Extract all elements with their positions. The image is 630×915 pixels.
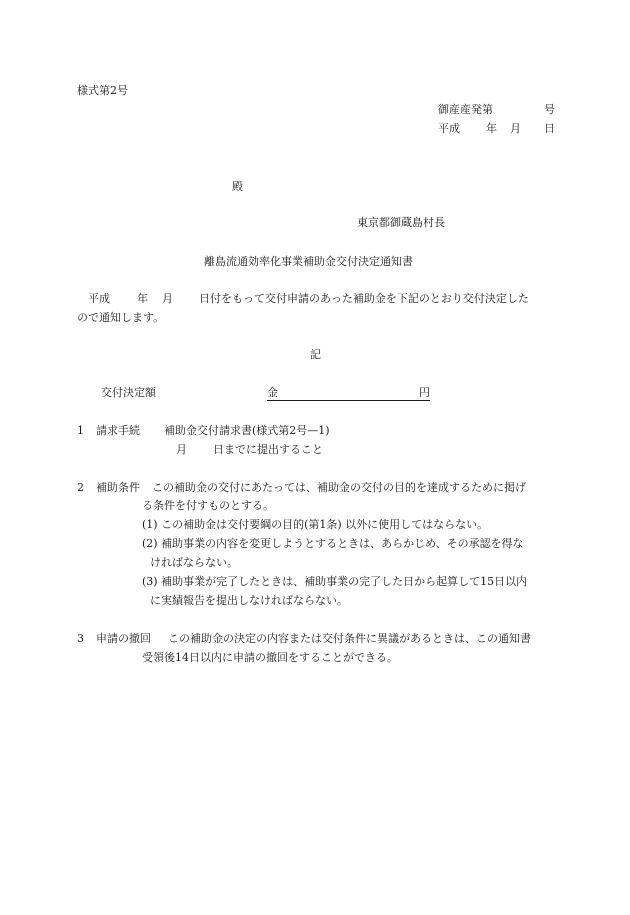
ki-heading: 記 [310, 348, 321, 361]
section2-item3-line1: (3) 補助事業が完了したときは、補助事業の完了した日から起算して15日以内 [142, 575, 528, 588]
document-title: 離島流通効率化事業補助金交付決定通知書 [204, 255, 413, 268]
issuer: 東京都御蔵島村長 [357, 216, 445, 229]
date-year: 年 [486, 122, 497, 135]
section2-item2-line2: ければならない。 [150, 556, 238, 569]
amount-suffix: 円 [419, 386, 430, 399]
section1-deadline: 日までに提出すること [213, 443, 323, 456]
section2-item2-line1: (2) 補助事業の内容を変更しようとするときは、あらかじめ、その承認を得な [142, 537, 524, 550]
section1-heading: 請求手続 [96, 424, 140, 437]
section3-line1: この補助金の決定の内容または交付条件に異議があるときは、この通知書 [168, 632, 531, 645]
section1-number: 1 [77, 424, 84, 437]
intro-line2: ので通知します。 [77, 311, 165, 324]
section2-number: 2 [77, 481, 84, 494]
section2-heading: 補助条件 [96, 481, 140, 494]
intro-era: 平成 [88, 292, 110, 305]
date-month: 月 [510, 122, 521, 135]
amount-field [267, 386, 430, 400]
section3-heading: 申請の撤回 [96, 632, 151, 645]
section2-line1: この補助金の交付にあたっては、補助金の交付の目的を達成するために掲げ [152, 481, 526, 494]
date-day: 日 [544, 122, 555, 135]
intro-line1: 日付をもって交付申請のあった補助金を下記のとおり交付決定した [199, 292, 529, 305]
section2-item1: (1) この補助金は交付要綱の目的(第1条) 以外に使用してはならない。 [142, 518, 489, 531]
form-number: 様式第2号 [77, 84, 128, 97]
section2-line2: る条件を付すものとする。 [142, 499, 274, 512]
section3-number: 3 [77, 632, 84, 645]
intro-month: 月 [162, 292, 173, 305]
amount-label: 交付決定額 [101, 386, 156, 399]
doc-number-suffix: 号 [544, 103, 555, 116]
section1-month: 月 [176, 443, 187, 456]
section3-line2: 受領後14日以内に申請の撤回をすることができる。 [142, 651, 398, 664]
section2-item3-line2: に実績報告を提出しなければならない。 [150, 594, 348, 607]
addressee: 殿 [232, 180, 243, 193]
section1-text: 補助金交付請求書(様式第2号—1) [164, 424, 330, 437]
amount-underline [267, 400, 430, 401]
date-era: 平成 [438, 122, 460, 135]
doc-number-label: 御産産発第 [438, 103, 493, 116]
amount-prefix: 金 [267, 386, 278, 399]
intro-year: 年 [137, 292, 148, 305]
